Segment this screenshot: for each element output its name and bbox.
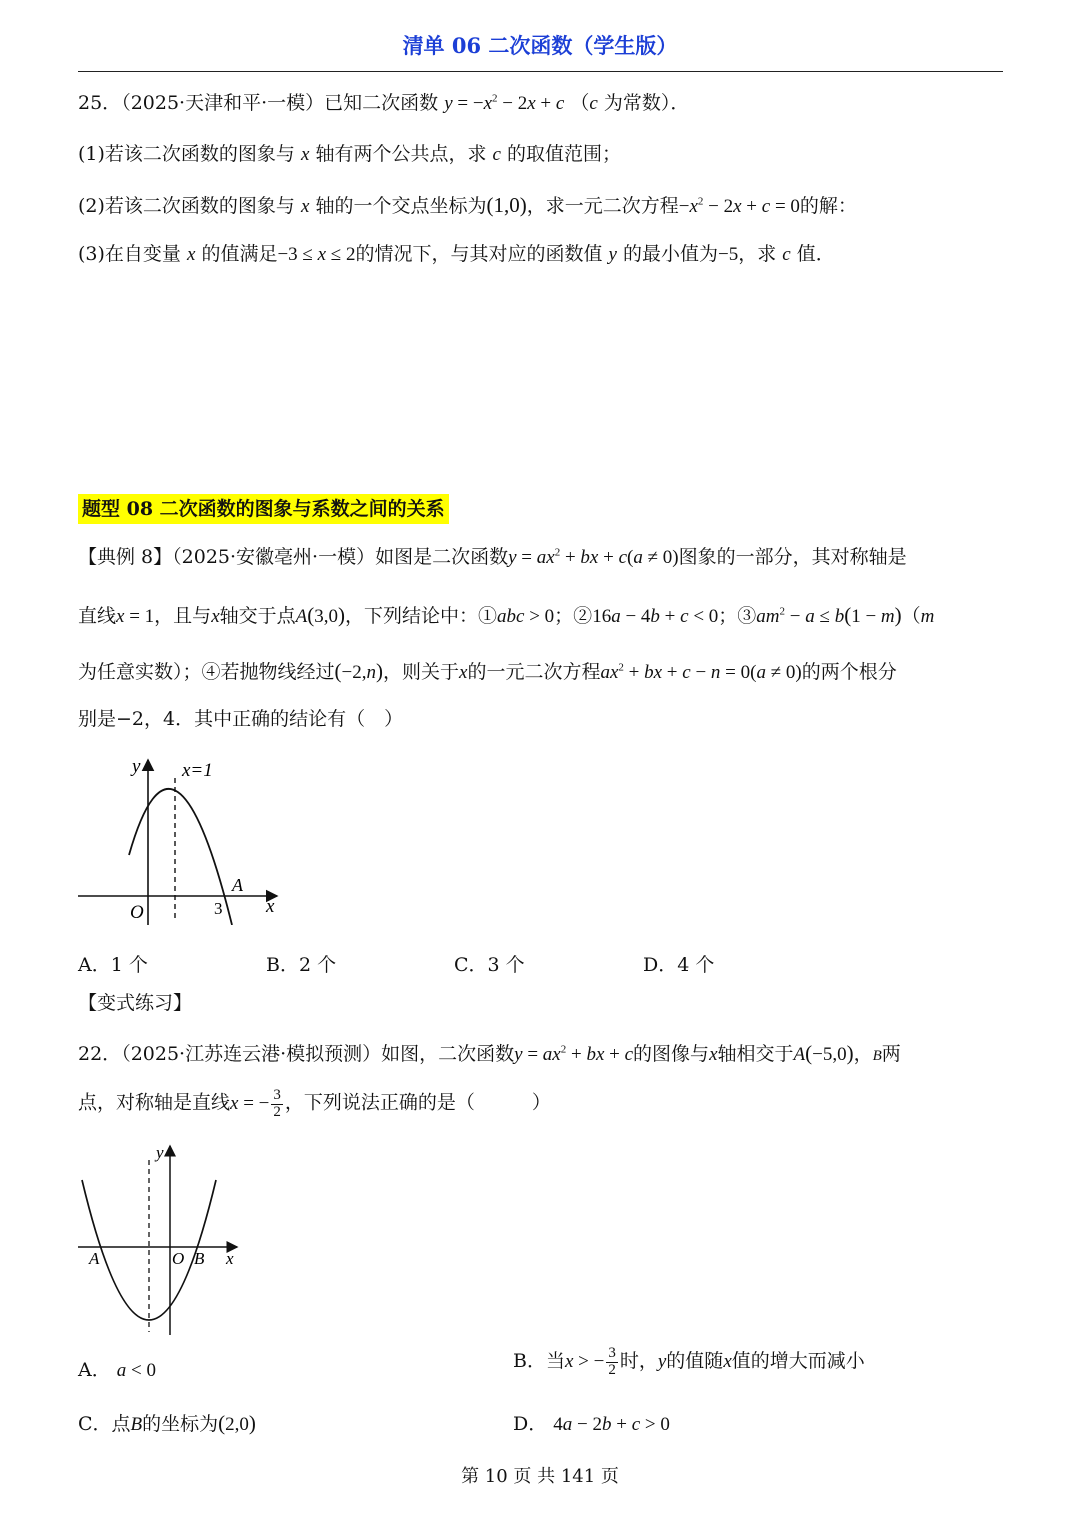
q25-stem-end: 为常数）． (597, 92, 690, 114)
q25-p2-text-b: 轴的一个交点坐标为 (309, 195, 487, 217)
ex8-l2-text-d: ，下列结论中：① (345, 605, 498, 627)
ex8-claim-1: abc > 0 (497, 606, 555, 627)
q22-option-b-label: B．当 (513, 1350, 565, 1372)
tick-3-label: 3 (214, 899, 223, 918)
q22-l2-text-b: ，下列说法正确的是（ ） (284, 1091, 551, 1114)
ex8-tag: 【典例 8】 (78, 546, 173, 568)
q22-l1-text-b: 的图像与 (633, 1043, 710, 1065)
q22-option-b[interactable]: B．当x > − $\frac{3}{2}$ 时，y的值随x值的增大而减小 (513, 1345, 865, 1379)
ex8-equation: $ax^2$ + bx + c − n = 0(a ≠ 0) (600, 661, 802, 683)
q25-part1: (1)若该二次函数的图象与 x 轴有两个公共点，求 c 的取值范围； (78, 143, 621, 165)
q25-p3-text-c: 的情况下，与其对应的函数值 (355, 243, 609, 265)
q22-axis-eq: x = − $\frac{3}{2}$ (230, 1087, 281, 1120)
ex8-point-n: (−2,n) (334, 659, 383, 683)
q25-p1-text-b: 轴有两个公共点，求 (309, 143, 493, 165)
q22-l1-text-e: 两 (881, 1043, 901, 1065)
q22-option-a[interactable] (78, 1355, 156, 1382)
ex8-line2: 直线x = 1，且与x轴交于点A(3,0)，下列结论中：①abc > 0；②16a − 4b + c < 0；$③am^2 - a \le b(1 - m)(m$ (78, 603, 935, 627)
q25-p2-text-a: (2)若该二次函数的图象与 (78, 195, 301, 217)
q22-option-c-text: 的坐标为 (142, 1413, 219, 1435)
q22-option-a-expr: a < 0 (116, 1360, 156, 1381)
ex8-axis-eq: x = 1 (116, 606, 155, 627)
ex8-option-a[interactable]: A．1 个 (78, 954, 148, 976)
q25-part2: (2)若该二次函数的图象与 x 轴的一个交点坐标为(1,0)，求一元二次方程$-x^2 - 2x + c = 0$的解： (78, 193, 857, 217)
ex8-l3-text-b: ，则关于 (382, 661, 459, 683)
x-axis-label: x (266, 896, 275, 917)
q25-p1-text-c: 的取值范围； (500, 143, 621, 165)
q22-line2 (78, 1088, 551, 1121)
q22-option-a-label: A． (78, 1359, 111, 1381)
q22-l1-text-a: 如图，二次函数 (381, 1043, 515, 1065)
q22-source: （2025·江苏连云港·模拟预测） (121, 1043, 382, 1065)
ex8-l3-text-c: 的一元二次方程 (467, 661, 601, 683)
q25-p3-text-b: 的值满足 (195, 243, 278, 265)
q22-parabola-graph (74, 1140, 249, 1340)
symmetry-axis-label: x=1 (182, 760, 213, 781)
q25-number: 25． (78, 92, 122, 114)
point-a-label: A (232, 875, 243, 895)
q25-equation-2: $-x^2 - 2x + c = 0$ (678, 195, 800, 217)
q25-p3-text-e: ，求 (738, 243, 783, 265)
q25-source: （2025·天津和平·一模） (121, 92, 325, 114)
q22-option-b-expr: x > − $\frac{3}{2}$ (564, 1345, 616, 1379)
q25-range: −3 ≤ x ≤ 2 (277, 244, 356, 265)
ex8-line3: 为任意实数）；④若抛物线经过(−2,n)，则关于x的一元二次方程$ax^2$ + bx + c − n = 0(a ≠ 0)的两个根分 (78, 659, 897, 683)
q25-point: (1,0) (486, 193, 527, 217)
q22-option-d-label: D． (513, 1413, 548, 1435)
q22-number: 22． (78, 1043, 122, 1065)
ex8-l3-text-d: 的两个根分 (801, 661, 897, 683)
q22-l1-text-c: 轴相交于 (717, 1043, 794, 1065)
ex8-l2-text-f: ；③ (718, 605, 757, 627)
ex8-line4: 别是−2，4．其中正确的结论有（ ） (78, 708, 404, 730)
x-axis-label: x (226, 1249, 234, 1268)
q25-stem-paren: （ (570, 92, 590, 114)
ex8-l3-text-a: 为任意实数）；④若抛物线经过 (78, 661, 335, 683)
origin-label: O (172, 1249, 185, 1268)
q25-p3-text-a: (3)在自变量 (78, 243, 187, 265)
point-b-label: B (194, 1249, 205, 1268)
q22-option-d-expr: 4a − 2b + c > 0 (553, 1414, 670, 1435)
q22-option-c-point: (2,0) (218, 1411, 256, 1435)
ex8-l2-text-g: （ (901, 605, 921, 627)
ex8-l2-text-b: ，且与 (154, 605, 212, 627)
ex8-claim-3: $am^2 - a \le b(1 - m)$ (756, 603, 902, 627)
q22-l2-text-a: 点，对称轴是直线 (78, 1091, 231, 1114)
ex8-point-a: A(3,0) (295, 603, 345, 627)
page-number: 第 10 页 共 141 页 (461, 1466, 619, 1487)
ex8-option-d[interactable]: D．4 个 (643, 954, 715, 976)
ex8-l2-text-e: ；② (554, 605, 593, 627)
ex8-l1-text-a: 如图是二次函数 (375, 546, 509, 568)
q25-equation: $y = -x^2 - 2x + c$ (444, 92, 565, 114)
q22-point-a: A(−5,0) (793, 1041, 854, 1065)
q22-option-c[interactable]: C．点B的坐标为(2,0) (78, 1411, 256, 1435)
ex8-option-b[interactable]: B．2 个 (266, 954, 337, 976)
y-axis-label: y (132, 756, 141, 777)
q22-l1-text-d: ， (853, 1043, 873, 1065)
ex8-source: （2025·安徽亳州·一模） (172, 546, 376, 568)
q22-line1: 22．（2025·江苏连云港·模拟预测）如图，二次函数$y = ax^2$ + bx + c的图像与x轴相交于A(−5,0)，B两 (78, 1041, 901, 1065)
variant-tag: 【变式练习】 (78, 992, 193, 1014)
ex8-parabola-graph (74, 750, 289, 925)
header-divider (78, 71, 1003, 72)
point-a-label: A (89, 1249, 100, 1268)
ex8-function: $y = ax^2$ + bx + c(a ≠ 0) (508, 546, 679, 568)
q22-option-b-text-b: 的值随 (666, 1350, 724, 1372)
q25-p2-text-c: ，求一元二次方程 (526, 195, 679, 217)
q25-p3-text-d: 的最小值为 (616, 243, 719, 265)
page-title: 清单 06 二次函数（学生版） (402, 33, 678, 58)
q25-p3-text-f: 值． (790, 243, 835, 265)
ex8-l2-text-c: 轴交于点 (219, 605, 296, 627)
q22-function: $y = ax^2$ + bx + c (514, 1043, 634, 1065)
q25-min-value: −5 (718, 244, 739, 265)
q22-option-c-label: C．点 (78, 1413, 131, 1435)
q25-stem: 25．（2025·天津和平·一模）已知二次函数 $y = -x^2 - 2x + c$ （c 为常数）． (78, 92, 690, 114)
origin-label: O (130, 902, 144, 923)
y-axis-label: y (156, 1143, 164, 1162)
ex8-option-c[interactable]: C．3 个 (454, 954, 525, 976)
q22-option-b-text-c: 值的增大而减小 (731, 1350, 865, 1372)
q22-option-b-text-a: 时， (619, 1350, 658, 1372)
ex8-l1-text-b: 图象的一部分，其对称轴是 (678, 546, 907, 568)
q22-option-d[interactable] (513, 1409, 670, 1436)
ex8-line1 (78, 546, 907, 570)
section-tag: 题型 08 二次函数的图象与系数之间的关系 (78, 494, 449, 524)
q25-part3: (3)在自变量 x 的值满足−3 ≤ x ≤ 2的情况下，与其对应的函数值 y 的最小值为−5，求 c 值． (78, 243, 835, 265)
ex8-claim-2: 16a − 4b + c < 0 (592, 606, 719, 627)
q25-p1-text-a: (1)若该二次函数的图象与 (78, 143, 301, 165)
q25-p2-text-d: 的解： (799, 195, 857, 217)
q25-stem-text: 已知二次函数 (324, 92, 439, 114)
ex8-l2-text-a: 直线 (78, 605, 117, 627)
